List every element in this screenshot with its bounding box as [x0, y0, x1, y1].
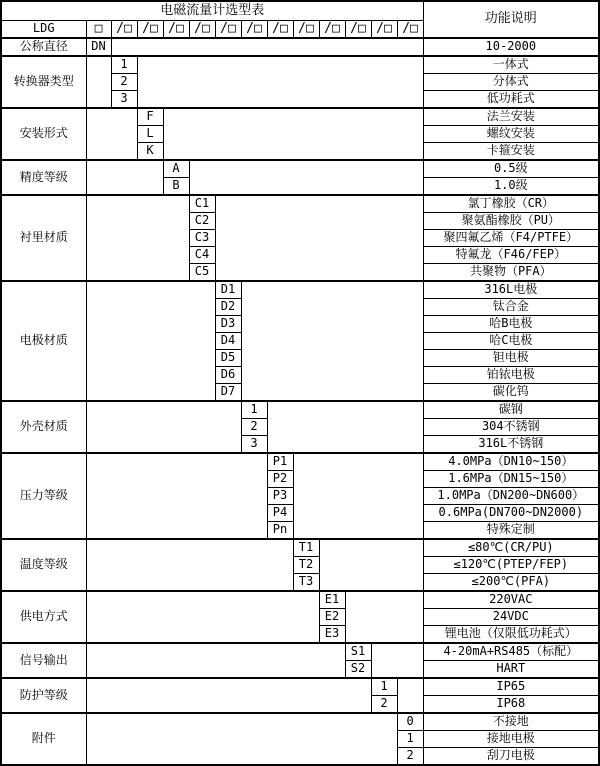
option-code-cell: 1 — [111, 56, 137, 74]
model-code-slot: /□ — [345, 21, 371, 39]
diameter-code-cell: DN — [86, 38, 111, 56]
option-description-cell: 哈B电极 — [423, 316, 599, 333]
option-description-cell: 低功耗式 — [423, 91, 599, 109]
option-description-cell: 钽电极 — [423, 350, 599, 367]
spacer-cell — [137, 56, 423, 108]
function-description-header: 功能说明 — [423, 1, 599, 38]
option-code-cell: 3 — [111, 91, 137, 109]
option-code-cell: C5 — [189, 264, 215, 282]
model-code-label: LDG — [1, 21, 86, 39]
option-code-cell: D1 — [215, 281, 241, 299]
model-code-slot: /□ — [319, 21, 345, 39]
option-code-cell: L — [137, 126, 163, 143]
option-description-cell: 螺纹安装 — [423, 126, 599, 143]
model-code-slot: /□ — [163, 21, 189, 39]
option-code-cell: 0 — [397, 713, 423, 731]
spacer-cell — [241, 281, 423, 401]
option-code-cell: S1 — [345, 643, 371, 661]
option-description-cell: 聚氨酯橡胶（PU） — [423, 213, 599, 230]
option-code-cell: C4 — [189, 247, 215, 264]
option-code-cell: C2 — [189, 213, 215, 230]
category-label: 精度等级 — [1, 160, 86, 195]
option-code-cell: T2 — [293, 557, 319, 574]
option-code-cell: 2 — [111, 74, 137, 91]
model-code-slot: /□ — [293, 21, 319, 39]
option-description-cell: 氯丁橡胶（CR） — [423, 195, 599, 213]
option-code-cell: D2 — [215, 299, 241, 316]
option-description-cell: 卡箍安装 — [423, 143, 599, 161]
option-code-cell: P3 — [267, 488, 293, 505]
option-description-cell: 共聚物（PFA） — [423, 264, 599, 282]
option-code-cell: C3 — [189, 230, 215, 247]
option-description-cell: IP65 — [423, 678, 599, 696]
category-label: 外壳材质 — [1, 401, 86, 453]
option-code-cell: S2 — [345, 661, 371, 679]
option-code-cell: A — [163, 160, 189, 178]
category-label: 防护等级 — [1, 678, 86, 713]
spacer-cell — [293, 453, 423, 539]
option-code-cell: E3 — [319, 626, 345, 644]
option-description-cell: 聚四氟乙烯（F4/PTFE） — [423, 230, 599, 247]
option-code-cell: P4 — [267, 505, 293, 522]
option-code-cell: D6 — [215, 367, 241, 384]
option-description-cell: 24VDC — [423, 609, 599, 626]
spacer-cell — [86, 643, 345, 678]
model-code-slot: /□ — [371, 21, 397, 39]
spacer-cell — [86, 108, 137, 160]
spacer-cell — [215, 195, 423, 281]
option-code-cell: D4 — [215, 333, 241, 350]
option-description-cell: 316L电极 — [423, 281, 599, 299]
option-code-cell: C1 — [189, 195, 215, 213]
spacer-cell — [111, 38, 423, 56]
category-label: 衬里材质 — [1, 195, 86, 281]
option-description-cell: 碳钢 — [423, 401, 599, 419]
spacer-cell — [345, 591, 423, 643]
option-code-cell: P2 — [267, 471, 293, 488]
option-code-cell: T1 — [293, 539, 319, 557]
spacer-cell — [86, 453, 267, 539]
spacer-cell — [86, 56, 111, 108]
option-code-cell: B — [163, 178, 189, 196]
spacer-cell — [86, 160, 163, 195]
category-label: 压力等级 — [1, 453, 86, 539]
category-label: 供电方式 — [1, 591, 86, 643]
spacer-cell — [267, 401, 423, 453]
option-description-cell: 4.0MPa（DN10~150） — [423, 453, 599, 471]
option-description-cell: 法兰安装 — [423, 108, 599, 126]
option-code-cell: P1 — [267, 453, 293, 471]
option-description-cell: 接地电极 — [423, 731, 599, 748]
spacer-cell — [86, 591, 319, 643]
option-code-cell: 1 — [371, 678, 397, 696]
table-title: 电磁流量计选型表 — [1, 1, 423, 21]
spacer-cell — [86, 401, 241, 453]
option-description-cell: 一体式 — [423, 56, 599, 74]
category-label: 安装形式 — [1, 108, 86, 160]
option-description-cell: ≤200℃(PFA) — [423, 574, 599, 592]
option-description-cell: 316L不锈钢 — [423, 436, 599, 454]
model-code-slot: /□ — [241, 21, 267, 39]
spacer-cell — [319, 539, 423, 591]
option-code-cell: F — [137, 108, 163, 126]
option-description-cell: 1.0级 — [423, 178, 599, 196]
option-code-cell: D7 — [215, 384, 241, 402]
option-description-cell: ≤120℃(PTEP/FEP) — [423, 557, 599, 574]
option-description-cell: 220VAC — [423, 591, 599, 609]
spacer-cell — [86, 678, 371, 713]
option-description-cell: 哈C电极 — [423, 333, 599, 350]
option-code-cell: T3 — [293, 574, 319, 592]
category-label: 温度等级 — [1, 539, 86, 591]
option-code-cell: K — [137, 143, 163, 161]
option-description-cell: 刮刀电极 — [423, 748, 599, 766]
model-code-box: □ — [86, 21, 111, 39]
option-code-cell: D3 — [215, 316, 241, 333]
option-code-cell: 2 — [371, 696, 397, 714]
option-description-cell: HART — [423, 661, 599, 679]
option-code-cell: E1 — [319, 591, 345, 609]
model-code-slot: /□ — [397, 21, 423, 39]
model-code-slot: /□ — [189, 21, 215, 39]
option-code-cell: 3 — [241, 436, 267, 454]
category-label: 附件 — [1, 713, 86, 765]
category-label: 信号输出 — [1, 643, 86, 678]
model-code-slot: /□ — [267, 21, 293, 39]
spacer-cell — [163, 108, 423, 160]
option-description-cell: 0.6MPa(DN700~DN2000) — [423, 505, 599, 522]
option-code-cell: Pn — [267, 522, 293, 540]
option-description-cell: 1.0MPa（DN200~DN600） — [423, 488, 599, 505]
spacer-cell — [86, 281, 215, 401]
category-label: 转换器类型 — [1, 56, 86, 108]
model-code-slot: /□ — [137, 21, 163, 39]
option-description-cell: 碳化钨 — [423, 384, 599, 402]
option-code-cell: D5 — [215, 350, 241, 367]
option-code-cell: E2 — [319, 609, 345, 626]
spacer-cell — [86, 539, 293, 591]
option-description-cell: 4-20mA+RS485（标配） — [423, 643, 599, 661]
model-code-slot: /□ — [111, 21, 137, 39]
option-description-cell: 特氟龙（F46/FEP） — [423, 247, 599, 264]
option-code-cell: 2 — [397, 748, 423, 766]
option-code-cell: 2 — [241, 419, 267, 436]
option-description-cell: 特殊定制 — [423, 522, 599, 540]
diameter-category-label: 公称直径 — [1, 38, 86, 56]
option-description-cell: 1.6MPa（DN15~150） — [423, 471, 599, 488]
option-description-cell: IP68 — [423, 696, 599, 714]
spacer-cell — [189, 160, 423, 195]
spacer-cell — [397, 678, 423, 713]
option-description-cell: 铂铱电极 — [423, 367, 599, 384]
option-description-cell: 分体式 — [423, 74, 599, 91]
option-description-cell: 304不锈钢 — [423, 419, 599, 436]
spacer-cell — [86, 713, 397, 765]
diameter-description-cell: 10-2000 — [423, 38, 599, 56]
option-description-cell: 不接地 — [423, 713, 599, 731]
option-description-cell: 0.5级 — [423, 160, 599, 178]
option-description-cell: 锂电池（仅限低功耗式） — [423, 626, 599, 644]
option-description-cell: ≤80℃(CR/PU) — [423, 539, 599, 557]
spacer-cell — [371, 643, 423, 678]
option-code-cell: 1 — [397, 731, 423, 748]
option-description-cell: 钛合金 — [423, 299, 599, 316]
option-code-cell: 1 — [241, 401, 267, 419]
model-code-slot: /□ — [215, 21, 241, 39]
spacer-cell — [86, 195, 189, 281]
category-label: 电极材质 — [1, 281, 86, 401]
